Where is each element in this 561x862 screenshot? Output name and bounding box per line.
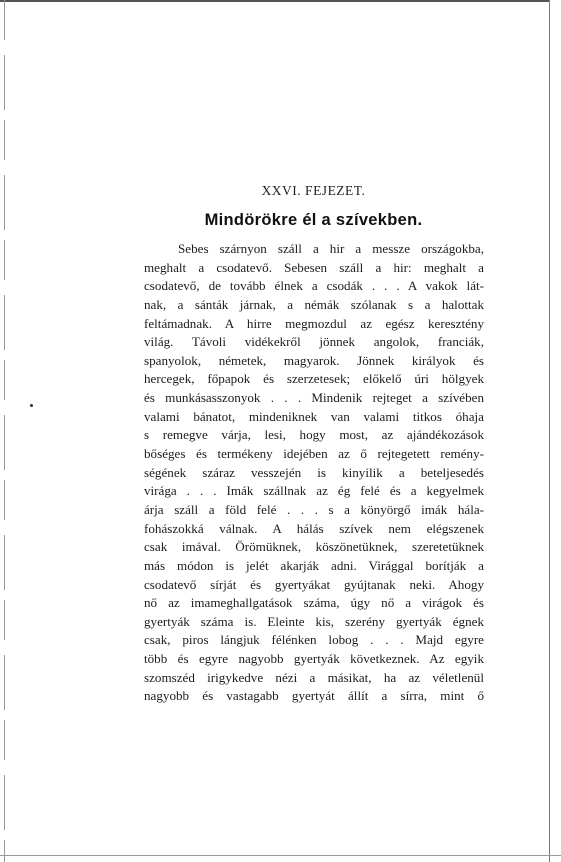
text-line: csodatevő, de tovább élnek a csodák . . . A vakok lát- — [144, 278, 484, 294]
text-line: fohászokká válnak. A hálás szívek nem elégszenek — [144, 520, 484, 536]
text-line: Sebes szárnyon száll a hir a messze országokba, — [178, 241, 484, 256]
text-line: nak, a sánták járnak, a némák szólanak s a halottak — [144, 296, 484, 312]
text-line: és munkásasszonyok . . . Mindenik rejteget a szívében — [144, 390, 484, 406]
text-line: s remegve várja, lesi, hogy most, az ajándékozások — [144, 427, 484, 443]
text-line: meghalt a csodatevő. Sebesen száll a hir: meghalt a — [144, 259, 484, 275]
text-line: más módon is jelét akarják adni. Virággal borítják a — [144, 557, 484, 573]
text-line: virága . . . Imák szállnak az ég felé és a kegyelmek — [144, 483, 484, 499]
text-line: bőséges és termékeny idejében az ő rejtegetett remény- — [144, 446, 484, 462]
chapter-heading: XXVI. FEJEZET. — [261, 183, 366, 198]
text-line: több és egyre nagyobb gyertyák következnek. Az egyik — [144, 651, 484, 667]
text-line: gyertyák száma is. Eleinte kis, szerény gyertyák égnek — [144, 613, 484, 629]
text-line: nagyobb és vastagabb gyertyát állít a sírra, mint ő — [144, 688, 484, 704]
text-line: világ. Távoli vidékekről jönnek angolok, franciák, — [144, 334, 484, 350]
scan-edge-bottom — [0, 855, 561, 856]
text-line: árja száll a föld felé . . . s a könyörgő imák hála- — [144, 501, 484, 517]
chapter-title: Mindörökre él a szívekben. — [204, 211, 423, 229]
stray-ink-dot — [30, 404, 33, 407]
body-text — [144, 240, 484, 706]
text-line: feltámadnak. A hirre megmozdul az egész keresztény — [144, 315, 484, 331]
text-line: csak imával. Örömüknek, köszönetüknek, szeretetüknek — [144, 539, 484, 555]
text-line: nő az imameghallgatások száma, úgy nő a virágok és — [144, 595, 484, 611]
text-line: hercegek, főpapok és szerzetesek; előkelő úri hölgyek — [144, 371, 484, 387]
text-line: szomszéd irigykedve nézi a másikat, ha az véletlenül — [144, 669, 484, 685]
scan-edge-left — [4, 0, 5, 862]
text-line: ségének száraz vesszején is kinyilik a beteljesedés — [144, 464, 484, 480]
text-line: csodatevő sírját és gyertyákat gyújtanak neki. Ahogy — [144, 576, 484, 592]
text-line: valami bánatot, mindeniknek van valami titkos óhaja — [144, 408, 484, 424]
text-line: csak, piros lángjuk félénken lobog . . . Majd egyre — [144, 632, 484, 648]
text-line: spanyolok, németek, magyarok. Jönnek királyok és — [144, 352, 484, 368]
scan-edge-top — [0, 0, 549, 2]
scan-edge-right — [549, 0, 550, 862]
